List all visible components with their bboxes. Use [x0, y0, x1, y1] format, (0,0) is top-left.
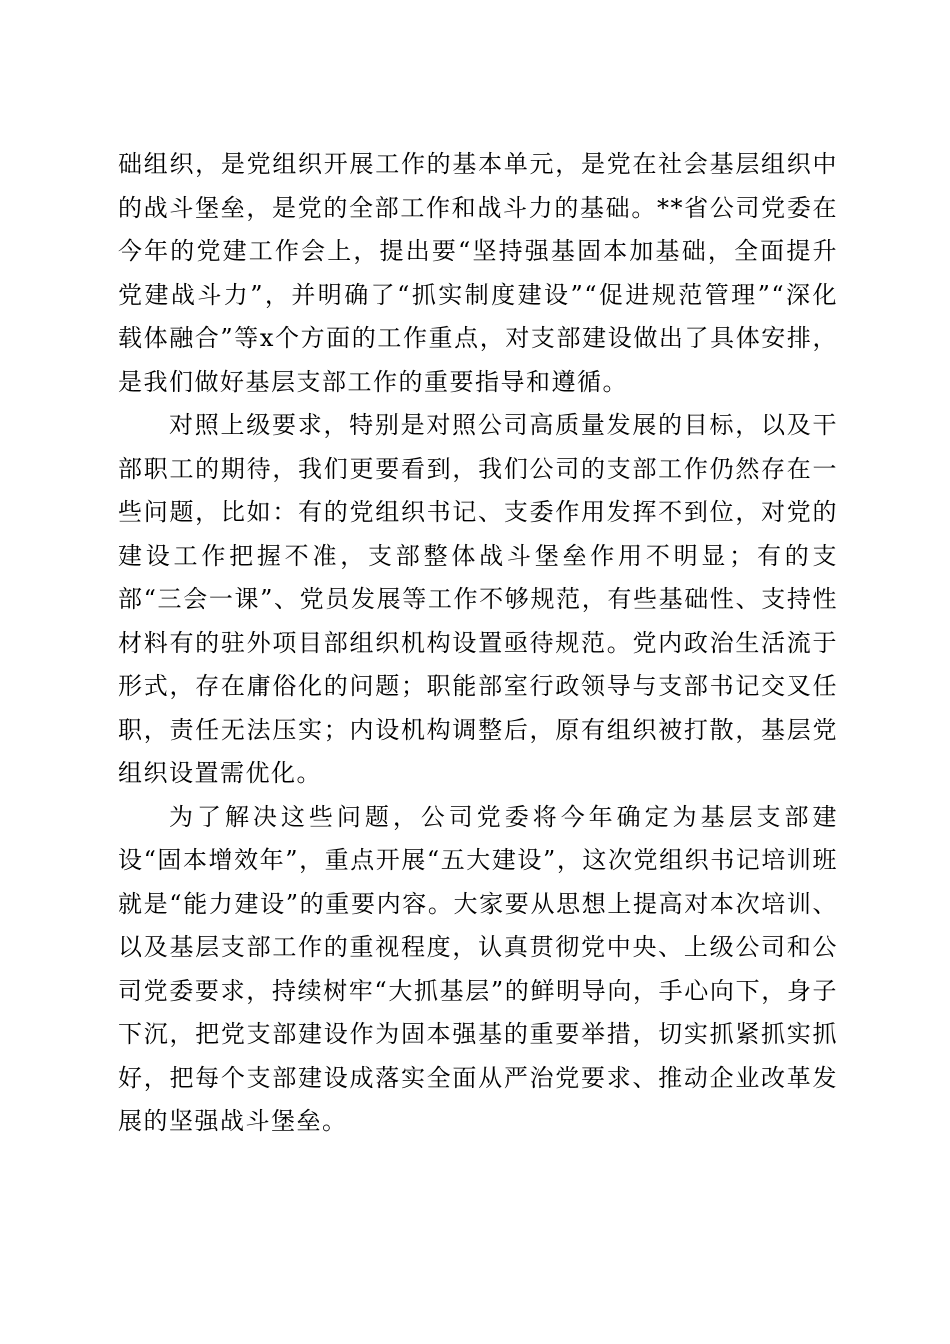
- paragraph-continuation: 础组织，是党组织开展工作的基本单元，是党在社会基层组织中的战斗堡垒，是党的全部工作和战斗力的基础。**省公司党委在今年的党建工作会上，提出要“坚持强基固本加基础，全面提升党建战斗力”，并明确了“抓实制度建设”“促进规范管理”“深化载体融合”等x个方面的工作重点，对支部建设做出了具体安排，是我们做好基层支部工作的重要指导和遵循。: [118, 150, 838, 396]
- paragraph-solutions: 为了解决这些问题，公司党委将今年确定为基层支部建设“固本增效年”，重点开展“五大建设”，这次党组织书记培训班就是“能力建设”的重要内容。大家要从思想上提高对本次培训、以及基层支部工作的重视程度，认真贯彻党中央、上级公司和公司党委要求，持续树牢“大抓基层”的鲜明导向，手心向下，身子下沉，把党支部建设作为固本强基的重要举措，切实抓紧抓实抓好，把每个支部建设成落实全面从严治党要求、推动企业改革发展的坚强战斗堡垒。: [118, 802, 838, 1135]
- paragraph-problems: 对照上级要求，特别是对照公司高质量发展的目标，以及干部职工的期待，我们更要看到，我们公司的支部工作仍然存在一些问题，比如：有的党组织书记、支委作用发挥不到位，对党的建设工作把握不准，支部整体战斗堡垒作用不明显；有的支部“三会一课”、党员发展等工作不够规范，有些基础性、支持性材料有的驻外项目部组织机构设置亟待规范。党内政治生活流于形式，存在庸俗化的问题；职能部室行政领导与支部书记交叉任职，责任无法压实；内设机构调整后，原有组织被打散，基层党组织设置需优化。: [118, 411, 838, 787]
- document-body: [118, 143, 838, 1144]
